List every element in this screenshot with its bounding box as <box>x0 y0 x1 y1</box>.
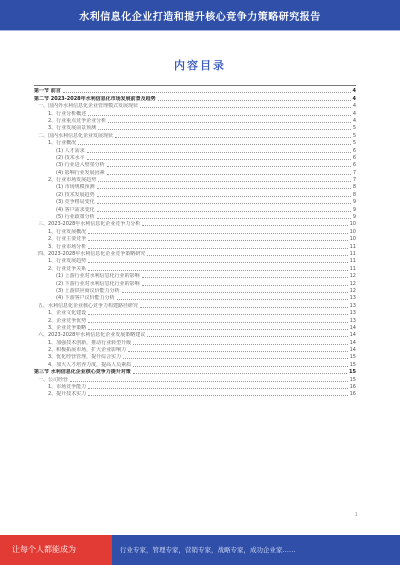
toc-entry-page: 12 <box>349 273 356 280</box>
toc-entry-label: (4) 影响行业发展因素 <box>56 169 105 176</box>
toc-entry-page: 6 <box>352 154 356 161</box>
toc-entry[interactable] <box>34 280 356 287</box>
toc-entry-page: 11 <box>349 258 356 265</box>
toc-entry[interactable] <box>34 221 356 228</box>
toc-entry[interactable] <box>34 332 356 339</box>
toc-leader-dots <box>88 233 347 234</box>
toc-entry[interactable] <box>34 325 356 332</box>
report-title: 水利信息化企业打造和提升核心竞争力策略研究报告 <box>79 12 321 23</box>
toc-entry[interactable] <box>34 132 356 139</box>
toc-entry-page: 14 <box>349 347 356 354</box>
toc-entry[interactable] <box>34 228 356 235</box>
toc-entry[interactable] <box>34 155 356 162</box>
toc-leader-dots <box>98 181 351 182</box>
toc-leader-dots <box>142 225 347 226</box>
toc-entry-page: 5 <box>352 125 356 132</box>
toc-entry-page: 15 <box>349 376 356 383</box>
toc-entry-label: (2) 技术水平 <box>56 154 85 161</box>
toc-entry-label: (3) 行业进入壁垒分析 <box>56 162 105 169</box>
toc-leader-dots <box>128 351 347 352</box>
toc-leader-dots <box>142 285 348 286</box>
toc-entry-page: 11 <box>349 250 356 257</box>
toc-entry-page: 10 <box>349 228 356 235</box>
toc-leader-dots <box>88 314 347 315</box>
toc-leader-dots <box>63 92 351 93</box>
toc-entry[interactable] <box>34 384 356 391</box>
toc-entry[interactable] <box>34 199 356 206</box>
toc-entry-page: 11 <box>349 265 356 272</box>
toc-entry-label: 1、加强技术创新，推动行业转型升级 <box>48 339 132 346</box>
toc-leader-dots <box>133 344 347 345</box>
toc-leader-dots <box>158 100 351 101</box>
toc-entry-label: 3、行业发展前景预测 <box>48 125 97 132</box>
toc-entry[interactable] <box>34 184 356 191</box>
toc-entry-label: (2) 下游行业对水利信息化行业的影响 <box>56 280 140 287</box>
toc-entry-label: (4) 客户需求变化 <box>56 206 95 213</box>
toc-entry-page: 5 <box>352 140 356 147</box>
toc-leader-dots <box>87 159 351 160</box>
footer-tag-text: 让每个人都能成为 <box>12 545 76 554</box>
toc-entry-page: 8 <box>352 191 356 198</box>
toc-entry-label: 2、企业竞争优势 <box>48 317 87 324</box>
toc-entry-page: 5 <box>352 132 356 139</box>
footer-slogan: 行业专家，管理专家，营销专家，战略专家，成功企业家…… <box>120 546 296 554</box>
table-of-contents <box>34 88 356 398</box>
toc-entry-label: (4) 下游客户议价能力分析 <box>56 295 115 302</box>
toc-entry-label: 4、加大人才培养力度，提高人员素质 <box>48 361 132 368</box>
toc-entry-page: 9 <box>352 214 356 221</box>
toc-entry-page: 14 <box>349 339 356 346</box>
toc-leader-dots <box>108 122 351 123</box>
toc-entry[interactable] <box>34 110 356 117</box>
toc-entry[interactable] <box>34 162 356 169</box>
toc-entry-page: 16 <box>349 384 356 391</box>
toc-entry[interactable] <box>34 88 356 95</box>
toc-entry-page: 6 <box>352 147 356 154</box>
toc-entry-label: 六、2023-2028年水利信息化企业发展策略建议 <box>38 332 146 339</box>
header-divider <box>0 30 400 31</box>
toc-entry-label: 2、行业市场发展趋势 <box>48 177 97 184</box>
toc-entry-label: 3、优化经营管理，提升综合实力 <box>48 354 122 361</box>
toc-leader-dots <box>140 307 348 308</box>
toc-leader-dots <box>122 292 348 293</box>
toc-entry[interactable] <box>34 354 356 361</box>
report-header <box>0 0 400 30</box>
toc-leader-dots <box>115 137 351 138</box>
toc-leader-dots <box>97 218 351 219</box>
toc-entry-label: 3、行业市场分析 <box>48 243 87 250</box>
toc-leader-dots <box>88 388 347 389</box>
toc-leader-dots <box>142 277 348 278</box>
toc-entry-label: 2、行业重点竞争企业分析 <box>48 117 107 124</box>
toc-leader-dots <box>133 366 347 367</box>
toc-entry[interactable] <box>34 295 356 302</box>
toc-entry[interactable] <box>34 339 356 346</box>
toc-leader-dots <box>70 381 348 382</box>
toc-entry-page: 13 <box>349 310 356 317</box>
toc-entry-label: 1、企业文化建设 <box>48 310 87 317</box>
toc-entry[interactable] <box>34 251 356 258</box>
toc-entry-page: 11 <box>349 243 356 250</box>
toc-entry-page: 4 <box>352 110 356 117</box>
toc-entry-page: 14 <box>349 332 356 339</box>
toc-entry[interactable] <box>34 376 356 383</box>
toc-leader-dots <box>140 107 351 108</box>
toc-leader-dots <box>88 115 351 116</box>
toc-leader-dots <box>107 174 351 175</box>
toc-entry[interactable] <box>34 361 356 368</box>
toc-entry[interactable] <box>34 177 356 184</box>
toc-entry-page: 10 <box>349 221 356 228</box>
toc-entry-label: 2、行业竞争关系 <box>48 265 87 272</box>
toc-leader-dots <box>97 188 351 189</box>
toc-entry[interactable] <box>34 265 356 272</box>
toc-leader-dots <box>88 240 347 241</box>
toc-leader-dots <box>107 166 351 167</box>
toc-entry-page: 13 <box>349 302 356 309</box>
toc-entry-label: 四、2023-2028年水利信息化企业竞争策略研究 <box>38 250 146 257</box>
toc-leader-dots <box>117 299 348 300</box>
toc-entry[interactable] <box>34 288 356 295</box>
toc-entry[interactable] <box>34 214 356 221</box>
toc-entry[interactable] <box>34 369 356 376</box>
toc-entry-page: 10 <box>349 236 356 243</box>
toc-entry-label: 第二节 2023-2028年水利信息化市场发展前景及趋势 <box>34 95 156 102</box>
toc-entry-label: 一、公司经营 <box>38 376 69 383</box>
toc-entry[interactable] <box>34 310 356 317</box>
toc-entry-label: (1) 人才需求 <box>56 147 85 154</box>
toc-entry[interactable] <box>34 347 356 354</box>
toc-leader-dots <box>97 203 351 204</box>
toc-entry-label: (2) 技术发展趋势 <box>56 191 95 198</box>
toc-entry-page: 13 <box>349 317 356 324</box>
toc-entry-label: 1、行业概况 <box>48 140 77 147</box>
toc-leader-dots <box>123 358 347 359</box>
toc-entry-page: 15 <box>349 361 356 368</box>
toc-entry-label: (1) 上游行业对水利信息化行业的影响 <box>56 273 140 280</box>
toc-entry[interactable] <box>34 103 356 110</box>
toc-entry-label: 3、企业竞争策略 <box>48 324 87 331</box>
toc-entry-label: 2、积极拓展市场，扩大企业影响力 <box>48 347 127 354</box>
toc-entry-page: 7 <box>352 169 356 176</box>
toc-entry[interactable] <box>34 302 356 309</box>
toc-entry-label: 第三节 水利信息化企业核心竞争力提升对策 <box>34 369 131 376</box>
toc-entry-label: (5) 行业政策分析 <box>56 214 95 221</box>
toc-entry-label: 五、水利信息化企业核心竞争力构建路径研究 <box>38 302 139 309</box>
toc-leader-dots <box>78 144 351 145</box>
toc-entry[interactable] <box>34 258 356 265</box>
toc-entry[interactable] <box>34 206 356 213</box>
toc-rule <box>34 85 356 86</box>
toc-leader-dots <box>88 395 347 396</box>
toc-leader-dots <box>88 262 347 263</box>
toc-entry[interactable] <box>34 125 356 132</box>
footer-banner <box>0 535 400 565</box>
toc-entry-page: 9 <box>352 206 356 213</box>
toc-entry[interactable] <box>34 391 356 398</box>
toc-entry-page: 12 <box>349 280 356 287</box>
toc-entry[interactable] <box>34 191 356 198</box>
toc-leader-dots <box>88 270 347 271</box>
toc-entry-page: 15 <box>349 354 356 361</box>
toc-entry-page: 15 <box>349 369 356 376</box>
toc-entry-label: (3) 上游供应商议价能力分析 <box>56 287 120 294</box>
toc-entry-label: 1、行业发展概况 <box>48 228 87 235</box>
toc-entry[interactable] <box>34 236 356 243</box>
toc-entry-label: 第一节 前言 <box>34 88 61 95</box>
toc-entry-label: 1、市场竞争能力 <box>48 384 87 391</box>
toc-entry-page: 4 <box>352 95 356 102</box>
toc-entry-page: 4 <box>352 103 356 110</box>
toc-leader-dots <box>133 373 347 374</box>
toc-entry-page: 13 <box>349 295 356 302</box>
toc-heading: 内容目录 <box>174 59 226 72</box>
toc-entry-label: 一、国内外水利信息化企业管理模式发展现状 <box>38 103 139 110</box>
page-number: 1 <box>354 512 358 518</box>
toc-entry-page: 4 <box>352 88 356 95</box>
toc-entry[interactable] <box>34 243 356 250</box>
toc-entry[interactable] <box>34 95 356 102</box>
toc-entry[interactable] <box>34 140 356 147</box>
toc-leader-dots <box>98 129 351 130</box>
toc-entry-page: 14 <box>349 324 356 331</box>
toc-entry-label: 1、行业发展趋势 <box>48 258 87 265</box>
toc-entry[interactable] <box>34 118 356 125</box>
toc-leader-dots <box>87 152 351 153</box>
toc-entry-label: (3) 竞争格局变化 <box>56 199 95 206</box>
toc-entry-page: 7 <box>352 177 356 184</box>
toc-entry-page: 6 <box>352 162 356 169</box>
toc-leader-dots <box>97 211 351 212</box>
toc-entry-label: 三、2023-2028年水利信息化企业竞争力分析 <box>38 221 141 228</box>
toc-entry[interactable] <box>34 147 356 154</box>
toc-entry[interactable] <box>34 317 356 324</box>
footer-tag <box>0 535 112 565</box>
toc-entry-page: 12 <box>349 287 356 294</box>
toc-entry-page: 9 <box>352 199 356 206</box>
toc-entry-page: 16 <box>349 391 356 398</box>
toc-leader-dots <box>147 255 347 256</box>
toc-leader-dots <box>147 336 347 337</box>
toc-entry[interactable] <box>34 273 356 280</box>
toc-entry-label: 二、国内水利信息化企业发展现状 <box>38 132 114 139</box>
toc-entry-label: 1、行业分析概述 <box>48 110 87 117</box>
toc-leader-dots <box>88 329 347 330</box>
toc-entry-page: 8 <box>352 184 356 191</box>
toc-leader-dots <box>97 196 351 197</box>
toc-entry-page: 4 <box>352 117 356 124</box>
toc-leader-dots <box>88 322 347 323</box>
toc-entry-label: 2、行业主要竞争 <box>48 236 87 243</box>
toc-leader-dots <box>88 248 347 249</box>
toc-entry[interactable] <box>34 169 356 176</box>
toc-entry-label: 2、提升技术实力 <box>48 391 87 398</box>
toc-entry-label: (1) 市场规模预测 <box>56 184 95 191</box>
